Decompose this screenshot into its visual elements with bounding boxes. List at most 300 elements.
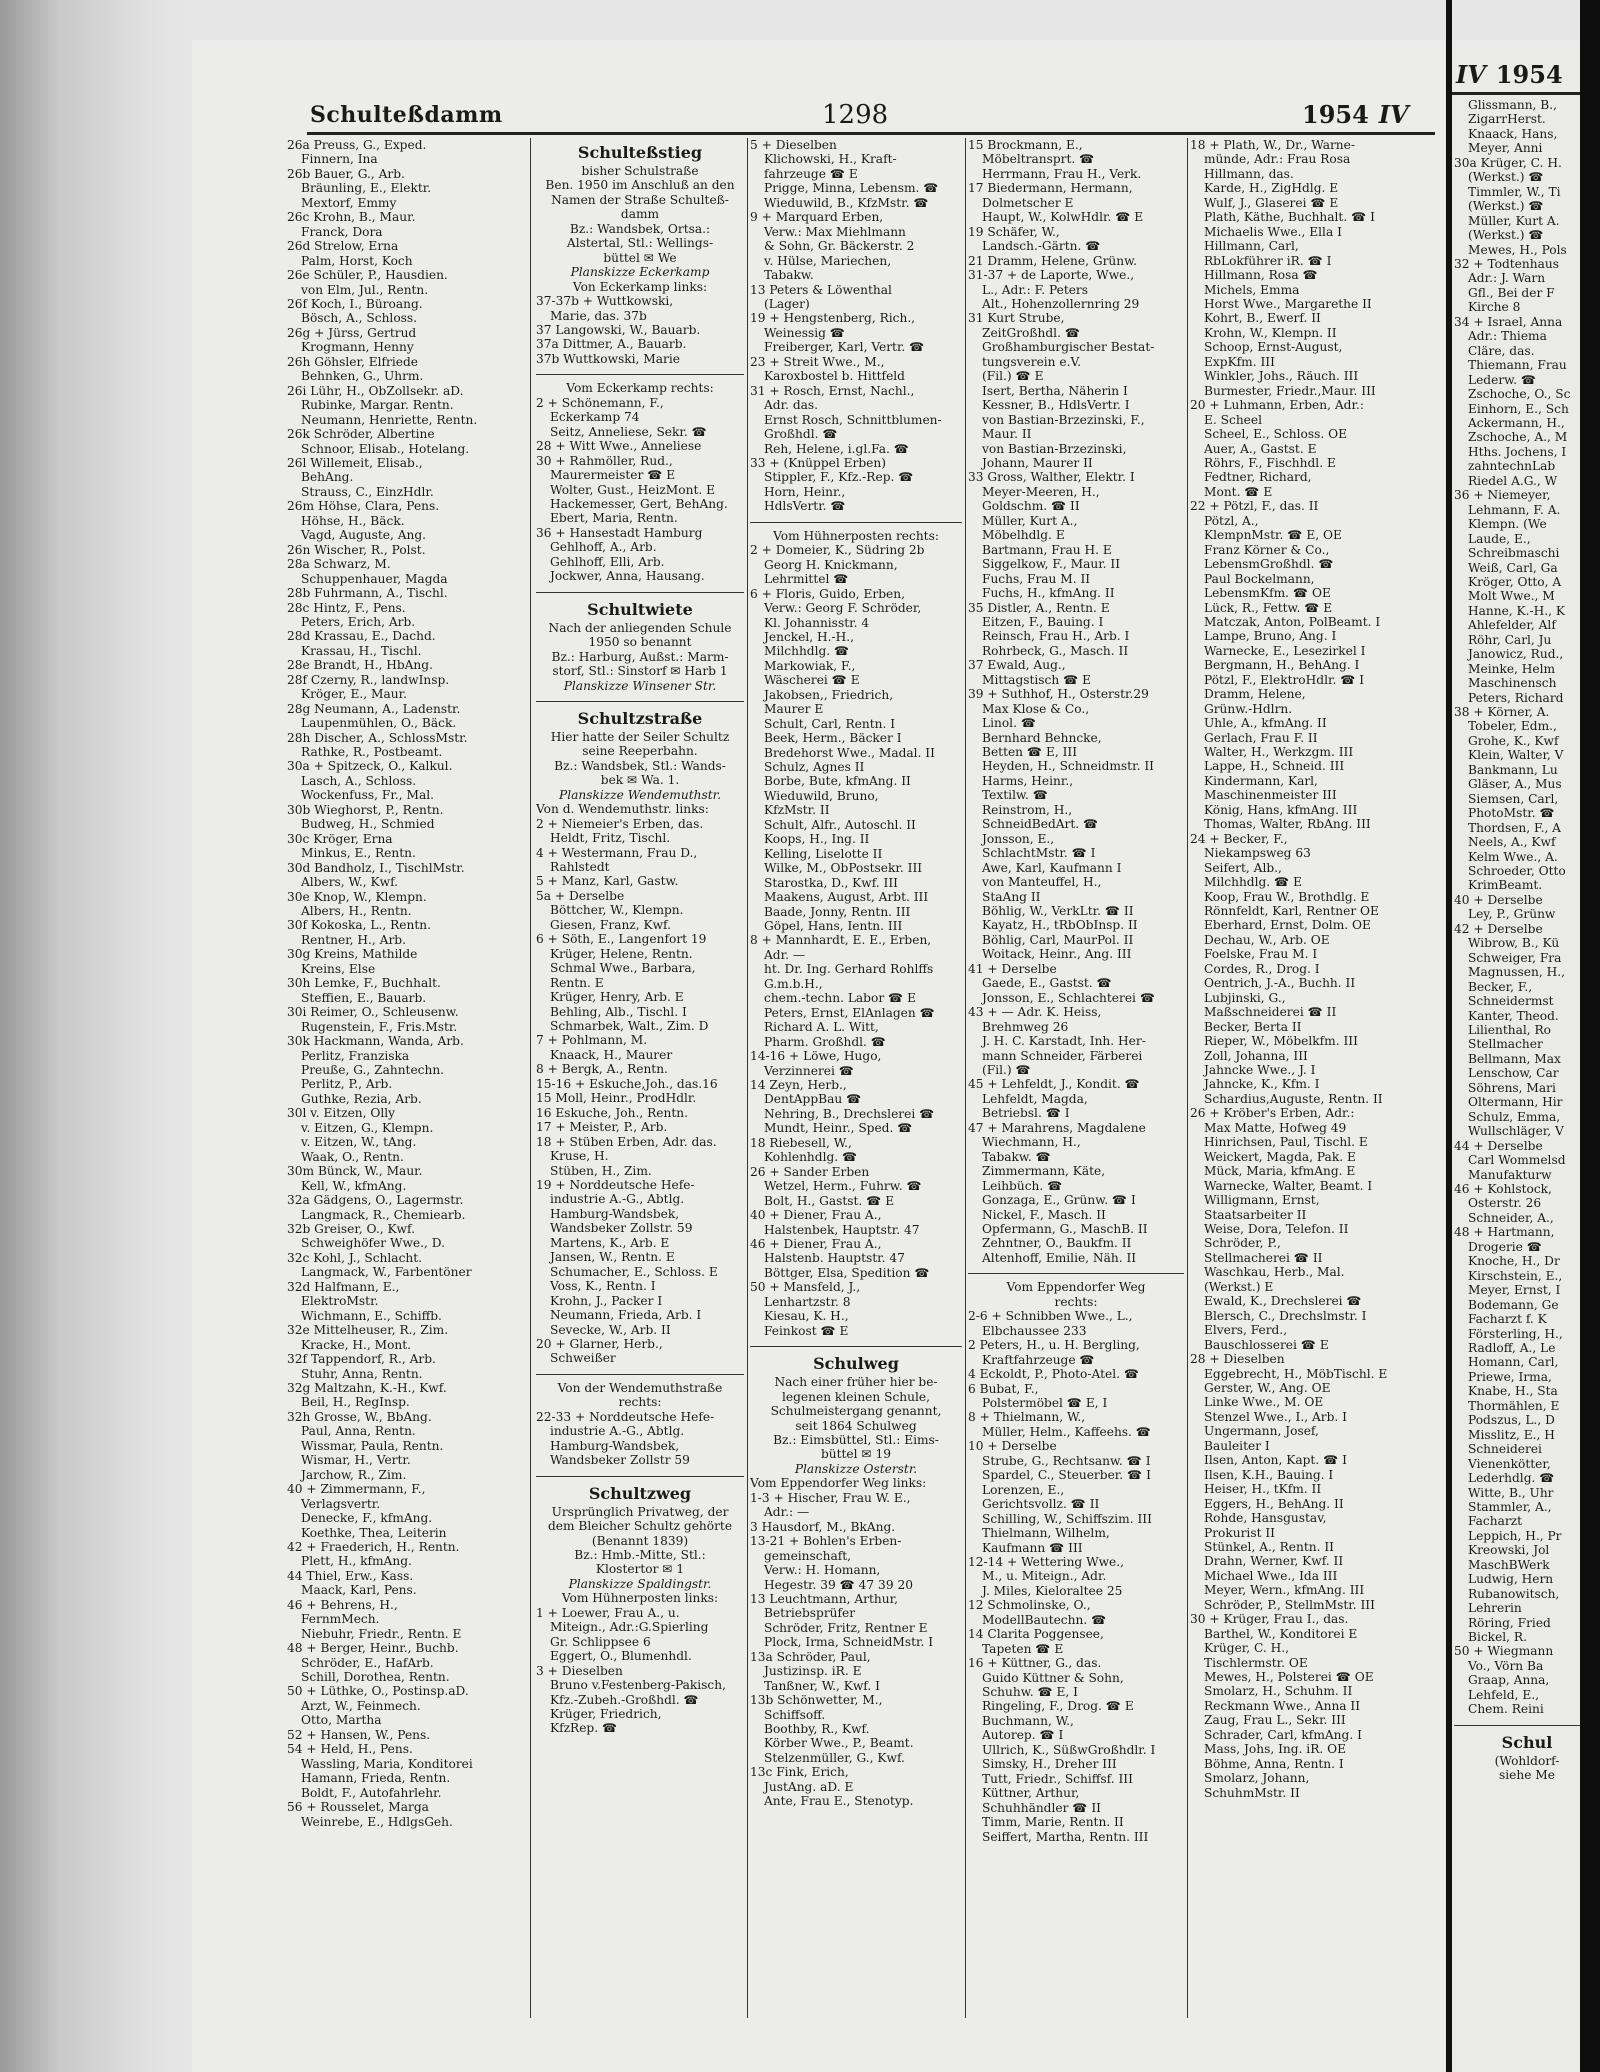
resident-entry: LebensmGroßhdl. ☎ bbox=[1204, 557, 1334, 572]
resident-entry: Rieper, W., Möbelkfm. III bbox=[1204, 1034, 1358, 1049]
resident-entry: Hackemesser, Gert, BehAng. bbox=[550, 496, 728, 511]
resident-entry: Bösch, A., Schloss. bbox=[301, 311, 418, 326]
resident-entry: Verw.: H. Homann, bbox=[764, 1563, 881, 1578]
resident-entry: von Elm, Jul., Rentn. bbox=[301, 282, 429, 297]
resident-entry: Jarchow, R., Zim. bbox=[301, 1467, 407, 1482]
resident-entry: Küttner, Arthur, bbox=[982, 1786, 1080, 1801]
resident-entry: G.m.b.H., bbox=[764, 976, 823, 991]
resident-entry: Langmack, W., Farbentöner bbox=[301, 1265, 472, 1280]
resident-entry: ExpKfm. III bbox=[1204, 354, 1275, 369]
resident-entry: Rentn. E bbox=[550, 975, 604, 990]
house-number-entry: Vom Eppendorfer Weg links: bbox=[750, 1476, 927, 1491]
resident-entry: Sevecke, W., Arb. II bbox=[550, 1322, 671, 1337]
house-number-entry: 10 + Derselbe bbox=[968, 1439, 1057, 1454]
resident-entry: Schrader, Carl, kfmAng. I bbox=[1204, 1727, 1362, 1742]
street-heading: Schultwiete bbox=[587, 599, 693, 619]
resident-entry: Guthke, Rezia, Arb. bbox=[301, 1091, 422, 1106]
resident-entry: Staatsarbeiter II bbox=[1204, 1207, 1307, 1222]
resident-entry: Lehfeldt, Magda, bbox=[982, 1091, 1088, 1106]
resident-entry: Horn, Heinr., bbox=[764, 484, 846, 499]
resident-entry: Niekampsweg 63 bbox=[1204, 846, 1311, 861]
resident-entry: Vienenkötter, bbox=[1468, 1456, 1551, 1471]
street-note: Bz.: Wandsbek, Ortsa.: bbox=[569, 221, 711, 236]
resident-entry: Zimmermann, Käte, bbox=[982, 1164, 1106, 1179]
resident-entry: Boothby, R., Kwf. bbox=[764, 1722, 870, 1737]
resident-entry: Schuhw. ☎ E, I bbox=[982, 1685, 1078, 1700]
resident-entry: Einhorn, E., Sch bbox=[1468, 401, 1569, 416]
house-number-entry: 28a Schwarz, M. bbox=[287, 557, 391, 572]
resident-entry: Schulz, Agnes II bbox=[764, 760, 865, 775]
resident-entry: Karoxbostel b. Hittfeld bbox=[764, 369, 905, 384]
street-note: büttel ✉ We bbox=[603, 250, 677, 265]
resident-entry: Schnoor, Elisab., Hotelang. bbox=[301, 441, 470, 456]
resident-entry: Michaelis Wwe., Ella I bbox=[1204, 224, 1342, 239]
house-number-entry: 14-16 + Löwe, Hugo, bbox=[750, 1049, 882, 1064]
resident-entry: Großhdl. ☎ bbox=[764, 427, 838, 442]
resident-entry: Maakens, August, Arbt. III bbox=[764, 890, 929, 905]
house-number-entry: 46 + Behrens, H., bbox=[287, 1597, 398, 1612]
resident-entry: Plath, Käthe, Buchhalt. ☎ I bbox=[1204, 210, 1375, 225]
street-note: storf, Stl.: Sinstorf ✉ Harb 1 bbox=[552, 664, 728, 679]
resident-entry: Ley, P., Grünw bbox=[1468, 907, 1556, 922]
resident-entry: Johann, Maurer II bbox=[982, 455, 1093, 470]
street-note: Vom Hühnerposten links: bbox=[561, 1591, 719, 1606]
house-number-entry: 14 Clarita Poggensee, bbox=[968, 1627, 1104, 1642]
house-number-entry: 8 + Bergk, A., Rentn. bbox=[536, 1062, 668, 1077]
resident-entry: Eggers, H., BehAng. II bbox=[1204, 1496, 1344, 1511]
resident-entry: Alt., Hohenzollernring 29 bbox=[982, 296, 1140, 311]
resident-entry: Strauss, C., EinzHdlr. bbox=[301, 484, 434, 499]
resident-entry: Böttger, Elsa, Spedition ☎ bbox=[764, 1265, 930, 1280]
resident-entry: industrie A.-G., Abtlg. bbox=[550, 1192, 685, 1207]
house-number-entry: 19 + Hengstenberg, Rich., bbox=[750, 311, 916, 326]
resident-entry: Lorenzen, E., bbox=[982, 1482, 1065, 1497]
resident-entry: Bredehorst Wwe., Madal. II bbox=[764, 745, 935, 760]
house-number-entry: 30g Kreins, Mathilde bbox=[287, 947, 418, 962]
resident-entry: Oltermann, Hir bbox=[1468, 1095, 1563, 1110]
resident-entry: Maschinensch bbox=[1468, 676, 1557, 691]
resident-entry: Thormählen, E bbox=[1468, 1398, 1560, 1413]
column-2 bbox=[536, 138, 744, 2018]
street-note: Bz.: Eimsbüttel, Stl.: Eims- bbox=[773, 1432, 939, 1447]
resident-entry: Stelzenmüller, G., Kwf. bbox=[764, 1750, 905, 1765]
resident-entry: Boldt, F., Autofahrlehr. bbox=[301, 1785, 442, 1800]
street-note: Alstertal, Stl.: Wellings- bbox=[566, 236, 714, 251]
resident-entry: Waschkau, Herb., Mal. bbox=[1204, 1265, 1345, 1280]
resident-entry: Misslitz, E., H bbox=[1468, 1427, 1555, 1442]
resident-entry: Spardel, C., Steuerber. ☎ I bbox=[982, 1468, 1151, 1483]
resident-entry: Martens, K., Arb. E bbox=[550, 1235, 670, 1250]
resident-entry: Nickel, F., Masch. II bbox=[982, 1207, 1106, 1222]
resident-entry: Söhrens, Mari bbox=[1468, 1080, 1556, 1095]
resident-entry: Landsch.-Gärtn. ☎ bbox=[982, 239, 1101, 254]
resident-entry: Stellmacherei ☎ II bbox=[1204, 1250, 1323, 1265]
house-number-entry: 46 + Diener, Frau A., bbox=[750, 1236, 882, 1251]
house-number-entry: 18 + Stüben Erben, Adr. das. bbox=[536, 1134, 717, 1149]
resident-entry: Timm, Marie, Rentn. II bbox=[982, 1815, 1124, 1830]
resident-entry: BehAng. bbox=[301, 470, 354, 485]
resident-entry: Lenschow, Car bbox=[1468, 1066, 1559, 1081]
house-number-entry: 41 + Derselbe bbox=[968, 961, 1057, 976]
house-number-entry: 22-33 + Norddeutsche Hefe- bbox=[536, 1409, 715, 1424]
resident-entry: Tobeler, Edm., bbox=[1468, 719, 1557, 734]
resident-entry: Rathke, R., Postbeamt. bbox=[301, 745, 443, 760]
resident-entry: ZeitGroßhdl. ☎ bbox=[982, 325, 1080, 340]
street-note: Hier hatte der Seiler Schultz bbox=[550, 729, 730, 744]
house-number-entry: 16 + Küttner, G., das. bbox=[968, 1656, 1102, 1671]
resident-entry: Kraftfahrzeuge ☎ bbox=[982, 1352, 1095, 1367]
resident-entry: Zschoche, O., Sc bbox=[1468, 387, 1571, 402]
resident-entry: KfzRep. ☎ bbox=[550, 1721, 618, 1736]
resident-entry: Koops, H., Ing. II bbox=[764, 832, 870, 847]
resident-entry: Manufakturw bbox=[1468, 1167, 1552, 1182]
street-note: rechts: bbox=[618, 1395, 662, 1410]
resident-entry: Rahlstedt bbox=[550, 860, 610, 875]
resident-entry: Stammler, A., bbox=[1468, 1499, 1552, 1514]
resident-entry: Ringeling, F., Drog. ☎ E bbox=[982, 1699, 1134, 1714]
resident-entry: Meinke, Helm bbox=[1468, 661, 1556, 676]
section-rule bbox=[750, 514, 962, 523]
map-reference: Planskizze Wendemuthstr. bbox=[559, 787, 721, 802]
resident-entry: DentAppBau ☎ bbox=[764, 1092, 862, 1107]
resident-entry: Gehlhoff, A., Arb. bbox=[550, 540, 657, 555]
resident-entry: Jockwer, Anna, Hausang. bbox=[550, 569, 705, 584]
resident-entry: Meyer, Anni bbox=[1468, 141, 1543, 156]
resident-entry: von Bastian-Brzezinski, F., bbox=[982, 412, 1145, 427]
resident-entry: Schardius,Auguste, Rentn. II bbox=[1204, 1091, 1383, 1106]
house-number-entry: 26 + Kröber's Erben, Adr.: bbox=[1190, 1106, 1355, 1121]
resident-entry: Franck, Dora bbox=[301, 224, 383, 239]
resident-entry: Maßschneiderei ☎ II bbox=[1204, 1005, 1337, 1020]
resident-entry: Schiffsoff. bbox=[764, 1707, 826, 1722]
house-number-entry: 31 + Rosch, Ernst, Nachl., bbox=[750, 383, 915, 398]
house-number-entry: 2 + Domeier, K., Südring 2b bbox=[750, 543, 925, 558]
resident-entry: Bodemann, Ge bbox=[1468, 1297, 1559, 1312]
resident-entry: Mass, Johs, Ing. iR. OE bbox=[1204, 1742, 1347, 1757]
resident-entry: Jakobsen,, Friedrich, bbox=[764, 687, 894, 702]
resident-entry: LebensmKfm. ☎ OE bbox=[1204, 586, 1331, 601]
resident-entry: Stuhr, Anna, Rentn. bbox=[301, 1366, 423, 1381]
resident-entry: Wassling, Maria, Konditorei bbox=[301, 1756, 473, 1771]
house-number-entry: 21 Dramm, Helene, Grünw. bbox=[968, 253, 1137, 268]
resident-entry: SchlachtMstr. ☎ I bbox=[982, 846, 1096, 861]
house-number-entry: 26 + Sander Erben bbox=[750, 1164, 870, 1179]
resident-entry: Försterling, H., bbox=[1468, 1326, 1563, 1341]
resident-entry: Eckerkamp 74 bbox=[550, 410, 640, 425]
street-note: seine Reeperbahn. bbox=[582, 744, 698, 759]
resident-entry: Kreowski, Jol bbox=[1468, 1543, 1550, 1558]
resident-entry: Tischlermstr. OE bbox=[1204, 1655, 1308, 1670]
resident-entry: Koethke, Thea, Leiterin bbox=[301, 1525, 447, 1540]
resident-entry: Krüger, C. H., bbox=[1204, 1641, 1290, 1656]
resident-entry: industrie A.-G., Abtlg. bbox=[550, 1424, 685, 1439]
running-head-street: Schulteßdamm bbox=[310, 102, 503, 128]
resident-entry: Minkus, E., Rentn. bbox=[301, 846, 416, 861]
street-heading: Schulweg bbox=[813, 1354, 899, 1374]
resident-entry: Betriebsl. ☎ I bbox=[982, 1106, 1070, 1121]
resident-entry: Tanßner, W., Kwf. I bbox=[764, 1678, 880, 1693]
street-note: dem Bleicher Schultz gehörte bbox=[547, 1519, 733, 1534]
resident-entry: Röhr, Carl, Ju bbox=[1468, 632, 1552, 647]
house-number-entry: 28 + Dieselben bbox=[1190, 1352, 1285, 1367]
resident-entry: Facharzt bbox=[1468, 1514, 1522, 1529]
house-number-entry: 30c Kröger, Erna bbox=[287, 831, 393, 846]
house-number-entry: 26m Höhse, Clara, Pens. bbox=[287, 499, 440, 514]
resident-entry: Leppich, H., Pr bbox=[1468, 1528, 1562, 1543]
resident-entry: Klein, Walter, V bbox=[1468, 748, 1564, 763]
resident-entry: Giesen, Franz, Kwf. bbox=[550, 917, 671, 932]
resident-entry: Rohrbeck, G., Masch. II bbox=[982, 643, 1129, 658]
house-number-entry: 48 + Berger, Heinr., Buchb. bbox=[287, 1641, 459, 1656]
resident-entry: Meyer-Meeren, H., bbox=[982, 484, 1100, 499]
resident-entry: Kaufmann ☎ III bbox=[982, 1540, 1083, 1555]
house-number-entry: 37 Langowski, W., Bauarb. bbox=[536, 322, 701, 337]
resident-entry: Ludwig, Hern bbox=[1468, 1572, 1554, 1587]
resident-entry: Wiechmann, H., bbox=[982, 1135, 1081, 1150]
street-heading: Schulteßstieg bbox=[577, 143, 703, 162]
house-number-entry: 6 + Söth, E., Langenfort 19 bbox=[536, 932, 707, 947]
resident-entry: Neumann, Henriette, Rentn. bbox=[301, 412, 478, 427]
column-divider bbox=[747, 138, 748, 2018]
resident-entry: Wetzel, Herm., Fuhrw. ☎ bbox=[764, 1179, 922, 1194]
resident-entry: Rugenstein, F., Fris.Mstr. bbox=[301, 1019, 458, 1034]
resident-entry: Max Klose & Co., bbox=[982, 701, 1090, 716]
resident-entry: Fedtner, Richard, bbox=[1204, 470, 1312, 485]
resident-entry: Kruse, H. bbox=[550, 1149, 609, 1164]
column-5 bbox=[1190, 138, 1416, 2018]
resident-entry: Schilling, W., Schiffszim. III bbox=[982, 1511, 1152, 1526]
resident-entry: Schröder, E., HafArb. bbox=[301, 1655, 434, 1670]
resident-entry: Kiesau, K. H., bbox=[764, 1309, 849, 1324]
resident-entry: Nehring, B., Drechslerei ☎ bbox=[764, 1106, 935, 1121]
house-number-entry: 13b Schönwetter, M., bbox=[750, 1693, 883, 1708]
resident-entry: Kanter, Theod. bbox=[1468, 1008, 1559, 1023]
resident-entry: Albers, W., Kwf. bbox=[301, 875, 399, 890]
resident-entry: Podszus, L., D bbox=[1468, 1413, 1555, 1428]
resident-entry: Halstenb. Hauptstr. 47 bbox=[764, 1251, 905, 1266]
resident-entry: Markowiak, F., bbox=[764, 658, 856, 673]
house-number-entry: 36 + Niemeyer, bbox=[1454, 488, 1551, 503]
resident-entry: Schweiger, Fra bbox=[1468, 950, 1562, 965]
resident-entry: Scheel, E., Schloss. OE bbox=[1204, 427, 1348, 442]
house-number-entry: 36 + Hansestadt Hamburg bbox=[536, 525, 703, 540]
resident-entry: Lederw. ☎ bbox=[1468, 372, 1537, 387]
resident-entry: Carl Wommelsd bbox=[1468, 1153, 1566, 1168]
resident-entry: Voss, K., Rentn. I bbox=[550, 1279, 656, 1294]
resident-entry: Budweg, H., Schmied bbox=[301, 817, 435, 832]
resident-entry: Hegestr. 39 ☎ 47 39 20 bbox=[764, 1577, 913, 1592]
house-number-entry: 40 + Zimmermann, F., bbox=[287, 1482, 426, 1497]
resident-entry: Arzt, W., Feinmech. bbox=[301, 1698, 421, 1713]
resident-entry: Uhle, A., kfmAng. II bbox=[1204, 716, 1327, 731]
resident-entry: Maur. II bbox=[982, 427, 1032, 442]
resident-entry: von Bastian-Brzezinski, bbox=[982, 441, 1127, 456]
street-note: (Benannt 1839) bbox=[591, 1533, 689, 1548]
resident-entry: Schröder, P., bbox=[1204, 1236, 1281, 1251]
resident-entry: Prigge, Minna, Lebensm. ☎ bbox=[764, 181, 939, 196]
resident-entry: Kelm Wwe., A. bbox=[1468, 849, 1558, 864]
house-number-entry: 26h Göhsler, Elfriede bbox=[287, 354, 419, 369]
resident-entry: Reh, Helene, i.gl.Fa. ☎ bbox=[764, 441, 909, 456]
house-number-entry: 18 + Plath, W., Dr., Warne- bbox=[1190, 138, 1355, 152]
resident-entry: Kirschstein, E., bbox=[1468, 1268, 1563, 1283]
resident-entry: Textilw. ☎ bbox=[982, 788, 1048, 803]
resident-entry: Möbeltransprt. ☎ bbox=[982, 152, 1095, 167]
resident-entry: Dechau, W., Arb. OE bbox=[1204, 932, 1330, 947]
resident-entry: tungsverein e.V. bbox=[982, 354, 1082, 369]
resident-entry: Thielmann, Wilhelm, bbox=[982, 1526, 1110, 1541]
resident-entry: Grünw.-Hdlrn. bbox=[1204, 701, 1293, 716]
house-number-entry: 30 + Rahmöller, Rud., bbox=[536, 453, 673, 468]
resident-entry: & Sohn, Gr. Bäckerstr. 2 bbox=[764, 239, 915, 254]
resident-entry: Schumacher, E., Schloss. E bbox=[550, 1264, 718, 1279]
resident-entry: Maschinenmeister III bbox=[1204, 788, 1337, 803]
resident-entry: Jahncke Wwe., J. I bbox=[1204, 1063, 1316, 1077]
house-number-entry: 13 Peters & Löwenthal bbox=[750, 282, 892, 297]
resident-entry: Magnussen, H., bbox=[1468, 965, 1565, 980]
house-number-entry: 33 + (Knüppel Erben) bbox=[750, 455, 886, 470]
running-head-year bbox=[1302, 100, 1409, 129]
resident-entry: chem.-techn. Labor ☎ E bbox=[764, 991, 916, 1006]
resident-entry: Thiemann, Frau bbox=[1468, 358, 1567, 373]
resident-entry: Mewes, H., Pols bbox=[1468, 242, 1567, 257]
resident-entry: Mewes, H., Polsterei ☎ OE bbox=[1204, 1670, 1374, 1685]
resident-entry: Göpel, Hans, Ientn. III bbox=[764, 919, 903, 934]
resident-entry: Adr.: Thiema bbox=[1468, 329, 1547, 344]
house-number-entry: 38 + Körner, A. bbox=[1454, 705, 1550, 720]
resident-entry: Stenzel Wwe., I., Arb. I bbox=[1204, 1409, 1347, 1424]
resident-entry: v. Hülse, Mariechen, bbox=[764, 253, 892, 268]
resident-entry: Neels, A., Kwf bbox=[1468, 835, 1556, 850]
resident-entry: Weinrebe, E., HdlgsGeh. bbox=[301, 1814, 453, 1829]
resident-entry: Kirche 8 bbox=[1468, 300, 1521, 315]
house-number-entry: 46 + Kohlstock, bbox=[1454, 1181, 1552, 1196]
house-number-entry: 28d Krassau, E., Dachd. bbox=[287, 629, 436, 644]
resident-entry: Matczak, Anton, PolBeamt. I bbox=[1204, 614, 1381, 629]
resident-entry: Warnecke, Walter, Beamt. I bbox=[1204, 1178, 1373, 1193]
resident-entry: Ackermann, H., bbox=[1468, 415, 1565, 430]
house-number-entry: 2-6 + Schnibben Wwe., L., bbox=[968, 1309, 1133, 1324]
resident-entry: Großhamburgischer Bestat- bbox=[982, 340, 1155, 355]
street-note: Schulmeistergang genannt, bbox=[770, 1404, 942, 1419]
resident-entry: Stünkel, A., Rentn. II bbox=[1204, 1539, 1334, 1554]
resident-entry: Weinessig ☎ bbox=[764, 325, 845, 340]
resident-entry: Facharzt f. K bbox=[1468, 1312, 1547, 1327]
house-number-entry: 28b Fuhrmann, A., Tischl. bbox=[287, 586, 448, 601]
house-number-entry: 50 + Wiegmann bbox=[1454, 1644, 1554, 1659]
resident-entry: Polstermöbel ☎ E, I bbox=[982, 1395, 1108, 1410]
resident-entry: Kfz.-Zubeh.-Großhdl. ☎ bbox=[550, 1692, 699, 1707]
house-number-entry: 6 Bubat, F., bbox=[968, 1381, 1039, 1396]
resident-entry: ZigarrHerst. bbox=[1468, 112, 1546, 127]
resident-entry: Auer, A., Gastst. E bbox=[1204, 441, 1317, 456]
house-number-entry: 20 + Glarner, Herb., bbox=[536, 1336, 663, 1351]
section-rule bbox=[536, 1468, 744, 1477]
resident-entry: Seifert, Alb., bbox=[1204, 860, 1282, 875]
resident-entry: Zehntner, O., Baukfm. II bbox=[982, 1236, 1132, 1251]
resident-entry: Pötzl, F., ElektroHdlr. ☎ I bbox=[1204, 672, 1365, 687]
house-number-entry: 7 + Pohlmann, M. bbox=[536, 1033, 648, 1048]
house-number-entry: 28e Brandt, H., HbAng. bbox=[287, 658, 433, 673]
house-number-entry: 37b Wuttkowski, Marie bbox=[536, 351, 680, 366]
resident-entry: Wieduwild, B., KfzMstr. ☎ bbox=[764, 195, 929, 210]
house-number-entry: 28h Discher, A., SchlossMstr. bbox=[287, 730, 468, 745]
house-number-entry: 30 + Krüger, Frau I., das. bbox=[1190, 1612, 1349, 1627]
resident-entry: ht. Dr. Ing. Gerhard Rohlffs bbox=[764, 962, 934, 977]
resident-entry: FernmMech. bbox=[301, 1612, 380, 1627]
resident-entry: Lederhdlg. ☎ bbox=[1468, 1471, 1555, 1486]
resident-entry: Winkler, Johs., Räuch. III bbox=[1204, 369, 1359, 384]
resident-entry: Haupt, W., KolwHdlr. ☎ E bbox=[982, 210, 1144, 225]
resident-entry: Mück, Maria, kfmAng. E bbox=[1204, 1164, 1356, 1179]
house-number-entry: 26b Bauer, G., Arb. bbox=[287, 166, 405, 181]
resident-entry: Dolmetscher E bbox=[982, 195, 1074, 210]
house-number-entry: 28c Hintz, F., Pens. bbox=[287, 600, 406, 615]
house-number-entry: 37 Ewald, Aug., bbox=[968, 658, 1066, 673]
column-4 bbox=[968, 138, 1184, 2018]
street-note: Vom Eckerkamp rechts: bbox=[566, 381, 714, 396]
resident-entry: Röhrs, F., Fischhdl. E bbox=[1204, 455, 1336, 470]
resident-entry: Möbelhdlg. E bbox=[982, 528, 1065, 543]
resident-entry: Horst Wwe., Margarethe II bbox=[1204, 296, 1372, 311]
resident-entry: Jonsson, E., bbox=[982, 831, 1055, 846]
resident-entry: Plock, Irma, SchneidMstr. I bbox=[764, 1635, 934, 1650]
resident-entry: Hamburg-Wandsbek, bbox=[550, 1206, 680, 1221]
house-number-entry: 30d Bandholz, I., TischlMstr. bbox=[287, 860, 465, 875]
resident-entry: Freiberger, Karl, Vertr. ☎ bbox=[764, 340, 925, 355]
resident-entry: Müller, Helm., Kaffeehs. ☎ bbox=[982, 1424, 1151, 1439]
resident-entry: Lehmann, F. A. bbox=[1468, 502, 1561, 517]
resident-entry: Michael Wwe., Ida III bbox=[1204, 1568, 1338, 1583]
resident-entry: Meyer, Ernst, I bbox=[1468, 1283, 1561, 1298]
resident-entry: Heldt, Fritz, Tischl. bbox=[550, 831, 671, 846]
house-number-entry: 26c Krohn, B., Maur. bbox=[287, 210, 416, 225]
resident-entry: Elvers, Ferd., bbox=[1204, 1323, 1288, 1338]
house-number-entry: 32e Mittelheuser, R., Zim. bbox=[287, 1323, 449, 1338]
resident-entry: Siemsen, Carl, bbox=[1468, 791, 1559, 806]
resident-entry: Woitack, Heinr., Ang. III bbox=[982, 947, 1132, 962]
resident-entry: Molt Wwe., M bbox=[1468, 589, 1555, 604]
resident-entry: Gfl., Bei der F bbox=[1468, 285, 1555, 300]
resident-entry: Blersch, C., Drechslmstr. I bbox=[1204, 1308, 1367, 1323]
resident-entry: Böttcher, W., Klempn. bbox=[550, 903, 684, 918]
house-number-entry: 45 + Lehfeldt, J., Kondit. ☎ bbox=[968, 1077, 1140, 1092]
facing-header-rule bbox=[1452, 92, 1600, 95]
resident-entry: Gr. Schlippsee 6 bbox=[550, 1634, 651, 1649]
house-number-entry: 32f Tappendorf, R., Arb. bbox=[287, 1352, 436, 1367]
house-number-entry: 19 + Norddeutsche Hefe- bbox=[536, 1178, 695, 1192]
resident-entry: Adr.: — bbox=[764, 1505, 810, 1520]
resident-entry: gemeinschaft, bbox=[764, 1548, 852, 1563]
house-number-entry: 30f Kokoska, L., Rentn. bbox=[287, 918, 431, 933]
resident-entry: Zoll, Johanna, III bbox=[1204, 1048, 1308, 1063]
resident-entry: Bauschlosserei ☎ E bbox=[1204, 1337, 1329, 1352]
resident-entry: Neumann, Frieda, Arb. I bbox=[550, 1308, 702, 1323]
house-number-entry: 2 Peters, H., u. H. Bergling, bbox=[968, 1338, 1140, 1353]
resident-entry: Bartmann, Frau H. E bbox=[982, 542, 1112, 557]
resident-entry: Knabe, H., Sta bbox=[1468, 1384, 1558, 1399]
house-number-entry: 17 Biedermann, Hermann, bbox=[968, 181, 1133, 196]
street-note: legenen kleinen Schule, bbox=[782, 1389, 930, 1404]
house-number-entry: 32 + Todtenhaus bbox=[1454, 256, 1559, 271]
resident-entry: münde, Adr.: Frau Rosa bbox=[1204, 152, 1351, 167]
resident-entry: Kessner, B., HdlsVertr. I bbox=[982, 398, 1130, 413]
resident-entry: Jenckel, H.-H., bbox=[764, 629, 855, 644]
house-number-entry: 44 + Derselbe bbox=[1454, 1138, 1543, 1153]
house-number-entry: 37-37b + Wuttkowski, bbox=[536, 294, 674, 309]
resident-entry: Knaack, Hans, bbox=[1468, 126, 1558, 141]
resident-entry: Krohn, W., Klempn. II bbox=[1204, 325, 1337, 340]
